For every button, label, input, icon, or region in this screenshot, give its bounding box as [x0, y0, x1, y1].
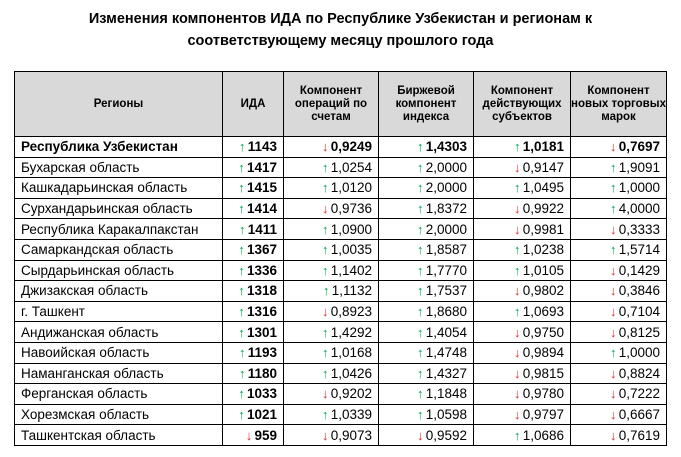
- arrow-up-icon: ↑: [416, 180, 424, 196]
- value-cell: [379, 260, 474, 281]
- cell-value: 1,0238: [522, 242, 564, 258]
- cell-value: 1,4292: [330, 324, 372, 340]
- arrow-up-icon: ↑: [238, 139, 246, 155]
- value-cell: [571, 301, 667, 322]
- value-cell: [223, 425, 284, 446]
- cell-value: 2,0000: [425, 180, 467, 196]
- cell-value: 1,0168: [330, 345, 372, 361]
- table-row: [15, 219, 667, 240]
- arrow-up-icon: ↑: [416, 283, 424, 299]
- value-cell: [474, 322, 571, 343]
- value-cell: [223, 342, 284, 363]
- cell-value: 0,9750: [522, 324, 564, 340]
- value-cell: [474, 425, 571, 446]
- cell-value: 0,9894: [522, 345, 564, 361]
- arrow-up-icon: ↑: [321, 159, 329, 175]
- arrow-up-icon: ↑: [609, 201, 617, 217]
- ida-components-table: [14, 71, 667, 446]
- cell-value: 1,1402: [330, 262, 372, 278]
- arrow-down-icon: ↓: [513, 345, 521, 361]
- header-ida: ИДА: [223, 72, 284, 137]
- arrow-down-icon: ↓: [321, 304, 329, 320]
- cell-value: 1,0686: [522, 427, 564, 443]
- arrow-up-icon: ↑: [321, 242, 329, 258]
- arrow-down-icon: ↓: [513, 283, 521, 299]
- table-row-total: [15, 137, 667, 158]
- value-cell: [223, 137, 284, 158]
- cell-value: 1,0000: [618, 180, 660, 196]
- value-cell: [571, 157, 667, 178]
- arrow-down-icon: ↓: [513, 159, 521, 175]
- value-cell: [284, 384, 379, 405]
- cell-value: 1414: [246, 201, 277, 217]
- value-cell: [474, 219, 571, 240]
- arrow-up-icon: ↑: [609, 159, 617, 175]
- arrow-up-icon: ↑: [238, 324, 245, 340]
- arrow-up-icon: ↑: [238, 345, 246, 361]
- cell-value: 1318: [246, 283, 277, 299]
- arrow-up-icon: ↑: [609, 180, 617, 196]
- arrow-up-icon: ↑: [321, 262, 329, 278]
- arrow-up-icon: ↑: [416, 407, 424, 423]
- cell-value: 1301: [246, 324, 277, 340]
- region-name: Навоийская область: [15, 342, 223, 363]
- value-cell: [379, 384, 474, 405]
- arrow-up-icon: ↑: [513, 262, 521, 278]
- cell-value: 1367: [246, 242, 277, 258]
- value-cell: [284, 137, 379, 158]
- value-cell: [474, 178, 571, 199]
- cell-value: 1,0900: [330, 221, 372, 237]
- arrow-down-icon: ↓: [609, 304, 617, 320]
- table-body: [15, 137, 667, 446]
- cell-value: 1193: [247, 345, 277, 361]
- value-cell: [379, 137, 474, 158]
- arrow-up-icon: ↑: [321, 365, 329, 381]
- header-exchange-component: Биржевой компонент индекса: [379, 72, 474, 137]
- value-cell: [223, 281, 284, 302]
- cell-value: 1,1132: [331, 283, 372, 299]
- cell-value: 1415: [246, 180, 277, 196]
- arrow-up-icon: ↑: [321, 324, 329, 340]
- value-cell: [223, 301, 284, 322]
- table-row: [15, 239, 667, 260]
- arrow-up-icon: ↑: [238, 262, 245, 278]
- cell-value: 0,9802: [522, 283, 564, 299]
- value-cell: [284, 363, 379, 384]
- cell-value: 2,0000: [425, 159, 467, 175]
- cell-value: 0,9202: [330, 386, 372, 402]
- arrow-up-icon: ↑: [416, 345, 424, 361]
- value-cell: [571, 425, 667, 446]
- value-cell: [474, 384, 571, 405]
- header-accounts-component: Компонент операций по счетам: [284, 72, 379, 137]
- cell-value: 0,9147: [522, 159, 564, 175]
- value-cell: [474, 363, 571, 384]
- arrow-up-icon: ↑: [238, 242, 245, 258]
- cell-value: 1,0120: [330, 180, 372, 196]
- cell-value: 1336: [246, 262, 277, 278]
- value-cell: [379, 425, 474, 446]
- region-name: Сурхандарьинская область: [15, 198, 223, 219]
- arrow-down-icon: ↓: [513, 386, 521, 402]
- arrow-up-icon: ↑: [416, 221, 424, 237]
- region-name: Бухарская область: [15, 157, 223, 178]
- cell-value: 1,5714: [618, 242, 660, 258]
- region-name: Самаркандская область: [15, 239, 223, 260]
- value-cell: [571, 198, 667, 219]
- arrow-up-icon: ↑: [322, 283, 330, 299]
- arrow-down-icon: ↓: [513, 365, 521, 381]
- cell-value: 1,8372: [425, 201, 467, 217]
- cell-value: 1,0000: [618, 345, 660, 361]
- arrow-up-icon: ↑: [609, 242, 617, 258]
- value-cell: [379, 301, 474, 322]
- cell-value: 0,8824: [618, 365, 660, 381]
- value-cell: [223, 384, 284, 405]
- value-cell: [379, 404, 474, 425]
- arrow-up-icon: ↑: [238, 386, 245, 402]
- cell-value: 1,0181: [522, 139, 564, 155]
- value-cell: [284, 178, 379, 199]
- arrow-down-icon: ↓: [609, 139, 617, 155]
- arrow-up-icon: ↑: [238, 180, 245, 196]
- value-cell: [223, 322, 284, 343]
- value-cell: [379, 157, 474, 178]
- arrow-down-icon: ↓: [513, 201, 521, 217]
- header-new-trademarks-component: Компонент новых торговых марок: [571, 72, 667, 137]
- value-cell: [571, 322, 667, 343]
- value-cell: [474, 281, 571, 302]
- header-active-entities-component: Компонент действующих субъектов: [474, 72, 571, 137]
- value-cell: [474, 157, 571, 178]
- region-name: Ферганская область: [15, 384, 223, 405]
- value-cell: [284, 342, 379, 363]
- value-cell: [223, 219, 284, 240]
- table-row: [15, 404, 667, 425]
- table-row: [15, 425, 667, 446]
- value-cell: [571, 239, 667, 260]
- arrow-up-icon: ↑: [513, 242, 521, 258]
- value-cell: [379, 322, 474, 343]
- value-cell: [571, 219, 667, 240]
- cell-value: 1033: [246, 386, 277, 402]
- value-cell: [284, 404, 379, 425]
- value-cell: [284, 322, 379, 343]
- value-cell: [379, 178, 474, 199]
- cell-value: 2,0000: [425, 221, 467, 237]
- arrow-down-icon: ↓: [321, 427, 329, 443]
- arrow-up-icon: ↑: [238, 159, 245, 175]
- arrow-up-icon: ↑: [238, 201, 245, 217]
- arrow-down-icon: ↓: [321, 201, 329, 217]
- cell-value: 1417: [246, 159, 277, 175]
- value-cell: [571, 178, 667, 199]
- cell-value: 0,1429: [618, 262, 660, 278]
- value-cell: [474, 404, 571, 425]
- value-cell: [571, 363, 667, 384]
- arrow-up-icon: ↑: [513, 139, 521, 155]
- cell-value: 0,9073: [330, 427, 372, 443]
- cell-value: 959: [254, 427, 277, 443]
- arrow-up-icon: ↑: [609, 345, 617, 361]
- cell-value: 0,7104: [618, 304, 660, 320]
- cell-value: 1,0339: [330, 407, 372, 423]
- value-cell: [474, 301, 571, 322]
- value-cell: [379, 219, 474, 240]
- value-cell: [284, 157, 379, 178]
- cell-value: 0,7222: [618, 386, 660, 402]
- table-header-row: [15, 72, 667, 137]
- value-cell: [223, 157, 284, 178]
- value-cell: [284, 301, 379, 322]
- cell-value: 0,8923: [330, 304, 372, 320]
- cell-value: 1180: [247, 365, 277, 381]
- arrow-up-icon: ↑: [416, 262, 424, 278]
- cell-value: 1,0693: [522, 304, 564, 320]
- cell-value: 1,0426: [330, 365, 372, 381]
- cell-value: 0,3333: [618, 221, 660, 237]
- title-line-2: соответствующему месяцу прошлого года: [187, 33, 494, 49]
- value-cell: [474, 260, 571, 281]
- value-cell: [474, 239, 571, 260]
- arrow-up-icon: ↑: [238, 365, 246, 381]
- arrow-up-icon: ↑: [416, 304, 424, 320]
- region-name: Наманганская область: [15, 363, 223, 384]
- arrow-up-icon: ↑: [321, 345, 329, 361]
- arrow-down-icon: ↓: [609, 365, 617, 381]
- arrow-up-icon: ↑: [513, 180, 521, 196]
- cell-value: 1,4054: [425, 324, 467, 340]
- cell-value: 1,4748: [425, 345, 467, 361]
- arrow-down-icon: ↓: [609, 283, 617, 299]
- arrow-up-icon: ↑: [416, 201, 424, 217]
- table-row: [15, 157, 667, 178]
- cell-value: 0,9797: [522, 407, 564, 423]
- value-cell: [379, 239, 474, 260]
- value-cell: [571, 281, 667, 302]
- cell-value: 1,0035: [330, 242, 372, 258]
- region-name: Ташкентская область: [15, 425, 223, 446]
- arrow-up-icon: ↑: [513, 427, 521, 443]
- arrow-up-icon: ↑: [238, 221, 246, 237]
- table-row: [15, 342, 667, 363]
- arrow-up-icon: ↑: [416, 139, 424, 155]
- cell-value: 1,0598: [425, 407, 467, 423]
- cell-value: 4,0000: [618, 201, 660, 217]
- arrow-up-icon: ↑: [416, 324, 424, 340]
- value-cell: [379, 342, 474, 363]
- cell-value: 1,1848: [425, 386, 467, 402]
- value-cell: [223, 198, 284, 219]
- table-row: [15, 301, 667, 322]
- arrow-down-icon: ↓: [609, 386, 617, 402]
- cell-value: 1,0495: [522, 180, 564, 196]
- value-cell: [571, 404, 667, 425]
- arrow-up-icon: ↑: [416, 242, 424, 258]
- arrow-down-icon: ↓: [416, 427, 424, 443]
- title-line-1: Изменения компонентов ИДА по Республике Узбекистан и регионам к: [88, 11, 593, 27]
- cell-value: 0,3846: [618, 283, 660, 299]
- arrow-down-icon: ↓: [513, 221, 521, 237]
- value-cell: [284, 260, 379, 281]
- arrow-down-icon: ↓: [321, 139, 329, 155]
- value-cell: [379, 198, 474, 219]
- cell-value: 0,9780: [522, 386, 564, 402]
- arrow-down-icon: ↓: [609, 221, 617, 237]
- value-cell: [284, 219, 379, 240]
- table-row: [15, 281, 667, 302]
- arrow-down-icon: ↓: [609, 407, 617, 423]
- arrow-down-icon: ↓: [513, 407, 521, 423]
- arrow-up-icon: ↑: [238, 283, 245, 299]
- cell-value: 1,7770: [425, 262, 467, 278]
- cell-value: 0,9592: [425, 427, 467, 443]
- page-title: [0, 8, 681, 52]
- arrow-down-icon: ↓: [609, 262, 617, 278]
- value-cell: [379, 363, 474, 384]
- region-name: Республика Узбекистан: [15, 137, 223, 158]
- value-cell: [571, 260, 667, 281]
- cell-value: 1316: [246, 304, 277, 320]
- region-name: г. Ташкент: [15, 301, 223, 322]
- value-cell: [571, 384, 667, 405]
- cell-value: 0,8125: [618, 324, 660, 340]
- value-cell: [571, 342, 667, 363]
- arrow-down-icon: ↓: [609, 427, 617, 443]
- cell-value: 1,7537: [425, 283, 467, 299]
- value-cell: [223, 404, 284, 425]
- arrow-up-icon: ↑: [513, 304, 521, 320]
- region-name: Кашкадарьинская область: [15, 178, 223, 199]
- region-name: Хорезмская область: [15, 404, 223, 425]
- table-row: [15, 322, 667, 343]
- arrow-down-icon: ↓: [245, 427, 253, 443]
- value-cell: [284, 425, 379, 446]
- value-cell: [284, 239, 379, 260]
- arrow-up-icon: ↑: [416, 386, 424, 402]
- arrow-up-icon: ↑: [321, 180, 329, 196]
- region-name: Андижанская область: [15, 322, 223, 343]
- header-regions: Регионы: [15, 72, 223, 137]
- arrow-up-icon: ↑: [321, 221, 329, 237]
- arrow-up-icon: ↑: [416, 159, 424, 175]
- value-cell: [571, 137, 667, 158]
- region-name: Джизакская область: [15, 281, 223, 302]
- value-cell: [474, 137, 571, 158]
- cell-value: 0,7697: [618, 139, 660, 155]
- cell-value: 0,7619: [618, 427, 660, 443]
- cell-value: 1,4327: [425, 365, 467, 381]
- value-cell: [379, 281, 474, 302]
- cell-value: 1,9091: [618, 159, 660, 175]
- cell-value: 0,9981: [522, 221, 564, 237]
- arrow-up-icon: ↑: [416, 365, 424, 381]
- value-cell: [284, 198, 379, 219]
- cell-value: 0,6667: [618, 407, 660, 423]
- cell-value: 1,0105: [522, 262, 564, 278]
- arrow-up-icon: ↑: [238, 304, 245, 320]
- cell-value: 1143: [247, 139, 277, 155]
- table-row: [15, 363, 667, 384]
- cell-value: 1,8587: [425, 242, 467, 258]
- region-name: Республика Каракалпакстан: [15, 219, 223, 240]
- value-cell: [223, 260, 284, 281]
- table-row: [15, 260, 667, 281]
- table-row: [15, 384, 667, 405]
- value-cell: [474, 342, 571, 363]
- value-cell: [223, 239, 284, 260]
- cell-value: 0,9815: [522, 365, 564, 381]
- value-cell: [223, 178, 284, 199]
- cell-value: 1411: [247, 221, 277, 237]
- cell-value: 1021: [246, 407, 277, 423]
- cell-value: 0,9249: [330, 139, 372, 155]
- table-row: [15, 198, 667, 219]
- arrow-down-icon: ↓: [513, 324, 521, 340]
- arrow-down-icon: ↓: [321, 386, 329, 402]
- arrow-up-icon: ↑: [238, 407, 245, 423]
- cell-value: 1,4303: [425, 139, 467, 155]
- arrow-down-icon: ↓: [609, 324, 617, 340]
- value-cell: [223, 363, 284, 384]
- arrow-up-icon: ↑: [321, 407, 329, 423]
- value-cell: [474, 198, 571, 219]
- cell-value: 0,9736: [330, 201, 372, 217]
- value-cell: [284, 281, 379, 302]
- cell-value: 1,8680: [425, 304, 467, 320]
- cell-value: 1,0254: [330, 159, 372, 175]
- cell-value: 0,9922: [522, 201, 564, 217]
- region-name: Сырдарьинская область: [15, 260, 223, 281]
- table-row: [15, 178, 667, 199]
